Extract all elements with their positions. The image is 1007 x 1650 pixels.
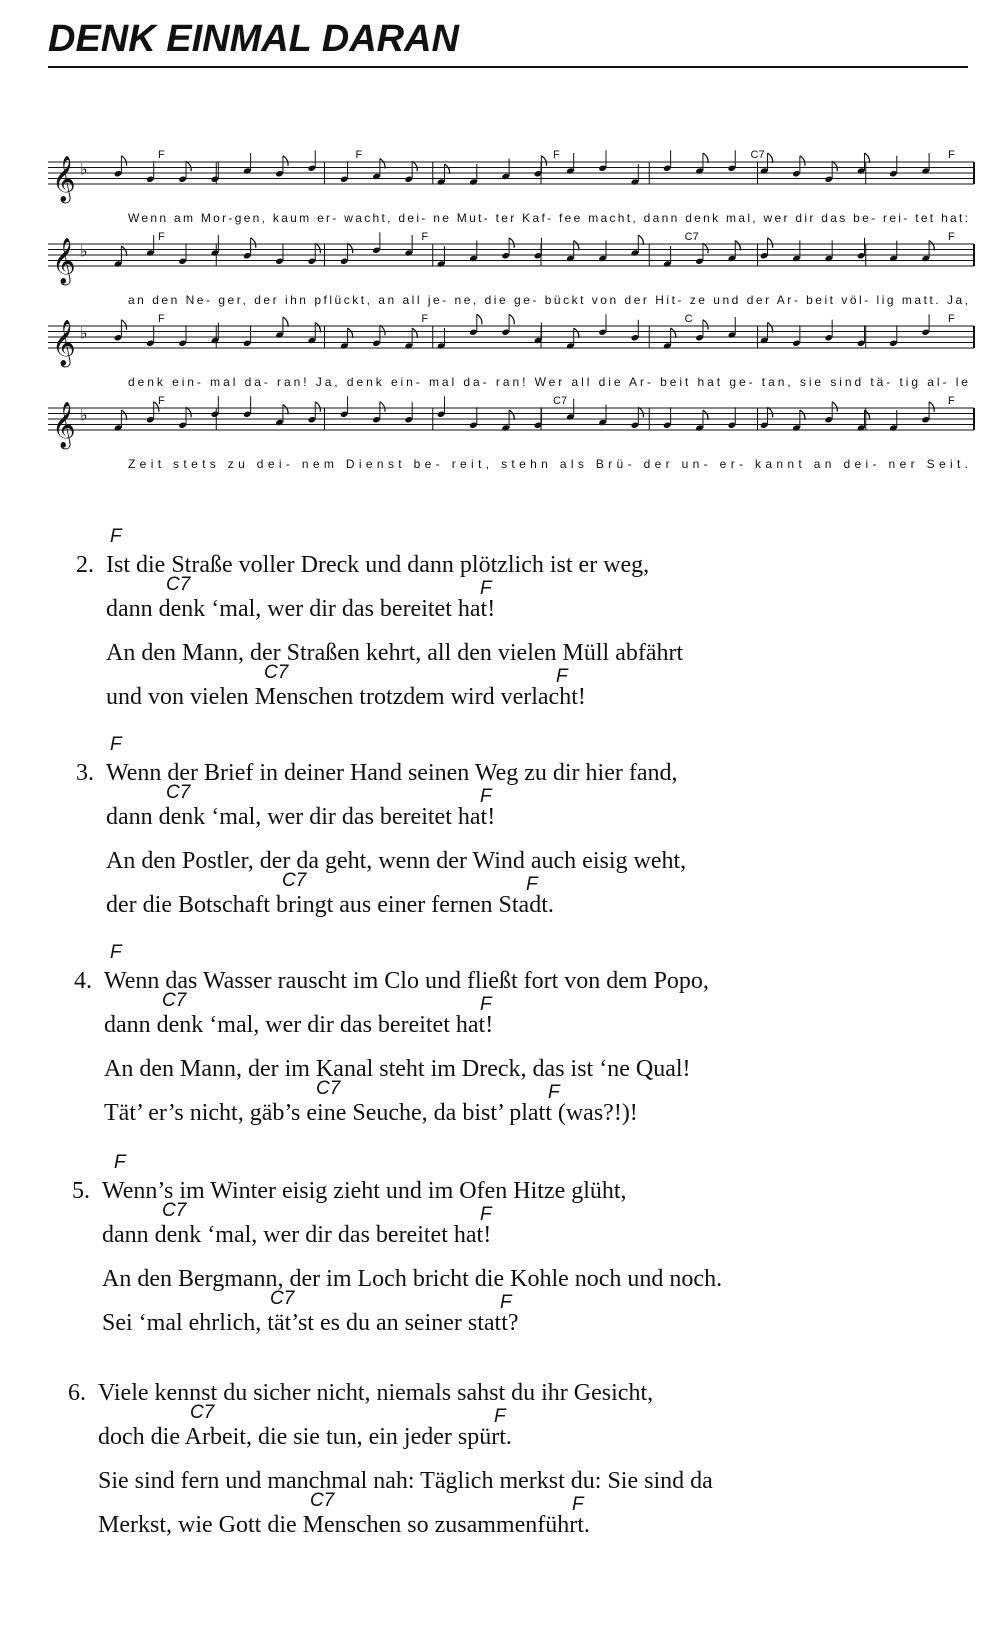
chord-marker: F: [110, 526, 122, 547]
note-flag: [412, 161, 417, 171]
chord-marker: F: [480, 786, 492, 807]
chord-marker: F: [480, 1204, 492, 1225]
note-flag: [348, 243, 353, 253]
chord-marker: F: [480, 578, 492, 599]
flat-icon: ♭: [80, 405, 88, 425]
verse-number: 4.: [74, 968, 92, 994]
chord-marker: C7: [316, 1078, 341, 1099]
treble-clef-icon: 𝄞: [52, 402, 76, 448]
verse-line: Ist die Straße voller Dreck und dann plötzlich ist er weg,: [106, 552, 650, 578]
chord-marker: F: [110, 734, 122, 755]
chord-label: F: [948, 231, 955, 243]
chord-marker: C7: [264, 662, 289, 683]
note-flag: [768, 238, 773, 248]
chord-marker: F: [494, 1406, 506, 1427]
chord-marker: C7: [162, 990, 187, 1011]
chord-marker: F: [114, 1152, 126, 1173]
chord-label: F: [158, 231, 165, 243]
chord-label: F: [948, 150, 955, 161]
verse-line: An den Mann, der Straßen kehrt, all den vielen Müll abfährt: [106, 640, 684, 666]
chord-label: F: [553, 150, 560, 161]
note-flag: [121, 156, 126, 166]
chord-marker: C7: [190, 1402, 215, 1423]
lyric-line: Wenn am Mor-gen, kaum er- wacht, dei- ne Mut- ter Kaf- fee macht, dann denk mal, wer dir das be- rei- tet hat:: [128, 211, 969, 225]
verse-number: 2.: [76, 552, 94, 578]
chord-marker: C7: [282, 870, 307, 891]
chord-marker: C7: [310, 1490, 335, 1511]
sheet-music: [48, 150, 978, 500]
chord-marker: C7: [166, 782, 191, 803]
song-title: DENK EINMAL DARAN: [48, 18, 459, 60]
treble-clef-icon: 𝄞: [52, 320, 76, 366]
chord-marker: F: [556, 666, 568, 687]
note-flag: [509, 314, 514, 324]
note-flag: [800, 156, 805, 166]
verse-line: dann denk ‘mal, wer dir das bereitet hat!: [106, 804, 496, 830]
verse-number: 5.: [72, 1178, 90, 1204]
note-flag: [638, 407, 643, 417]
chord-marker: F: [526, 874, 538, 895]
verse-number: 3.: [76, 760, 94, 786]
chord-marker: F: [500, 1292, 512, 1313]
verse-line: dann denk ‘mal, wer dir das bereitet hat!: [102, 1222, 492, 1248]
chord-label: F: [158, 313, 165, 325]
chord-label: F: [948, 313, 955, 325]
chord-label: C: [684, 313, 693, 325]
chord-marker: C7: [166, 574, 191, 595]
note-flag: [703, 320, 708, 330]
verse-line: Sei ‘mal ehrlich, tät’st es du an seiner statt?: [102, 1310, 519, 1336]
note-flag: [186, 161, 191, 171]
note-flag: [251, 238, 256, 248]
note-flag: [477, 314, 482, 324]
verse-line: und von vielen Menschen trotzdem wird verlacht!: [106, 684, 586, 710]
verse-line: Viele kennst du sicher nicht, niemals sahst du ihr Gesicht,: [98, 1380, 654, 1406]
verse-line: An den Bergmann, der im Loch bricht die Kohle noch und noch.: [102, 1266, 723, 1292]
verse-line: Sie sind fern und manchmal nah: Täglich merkst du: Sie sind da: [98, 1468, 713, 1494]
treble-clef-icon: 𝄞: [52, 238, 76, 284]
chord-label: C7: [684, 231, 699, 243]
note-flag: [832, 161, 837, 171]
chord-label: F: [421, 313, 429, 325]
verse-line: An den Postler, der da geht, wenn der Wind auch eisig weht,: [106, 848, 687, 874]
verse-number: 6.: [68, 1380, 86, 1406]
verse-line: dann denk ‘mal, wer dir das bereitet hat!: [106, 596, 496, 622]
note-flag: [832, 402, 837, 412]
verse-line: dann denk ‘mal, wer dir das bereitet hat!: [104, 1012, 494, 1038]
treble-clef-icon: 𝄞: [52, 156, 76, 202]
note-flag: [315, 402, 320, 412]
lyric-line: an den Ne- ger, der ihn pflückt, an all je- ne, die ge- bückt von der Hit- ze und der Ar- beit völ- lig matt. Ja,: [128, 293, 968, 307]
chord-label: F: [948, 395, 955, 407]
note-flag: [283, 156, 288, 166]
verse-line: der die Botschaft bringt aus einer fernen Stadt.: [106, 892, 554, 918]
verse-line: doch die Arbeit, die sie tun, ein jeder spürt.: [98, 1424, 512, 1450]
note-flag: [121, 320, 126, 330]
chord-label: C7: [750, 150, 765, 161]
note-flag: [380, 402, 385, 412]
chord-marker: C7: [162, 1200, 187, 1221]
verse-line: Wenn das Wasser rauscht im Clo und fließt fort von dem Popo,: [104, 968, 709, 994]
chord-label: F: [355, 150, 363, 161]
chord-marker: F: [548, 1082, 560, 1103]
verse-line: Wenn’s im Winter eisig zieht und im Ofen Hitze glüht,: [102, 1178, 627, 1204]
chord-label: F: [158, 150, 165, 161]
note-flag: [541, 156, 546, 166]
note-flag: [768, 407, 773, 417]
chord-label: F: [421, 231, 429, 243]
chord-label: F: [158, 395, 165, 407]
chord-marker: C7: [270, 1288, 295, 1309]
note-flag: [186, 407, 191, 417]
verse-line: An den Mann, der im Kanal steht im Dreck, das ist ‘ne Qual!: [104, 1056, 691, 1082]
verse-line: Tät’ er’s nicht, gäb’s eine Seuche, da bist’ platt (was?!)!: [104, 1100, 638, 1126]
verse-line: Merkst, wie Gott die Menschen so zusammenführt.: [98, 1512, 590, 1538]
flat-icon: ♭: [80, 241, 88, 261]
title-underline: [48, 66, 968, 68]
verse-line: Wenn der Brief in deiner Hand seinen Weg zu dir hier fand,: [106, 760, 678, 786]
lyric-line: Zeit stets zu dei- nem Dienst be- reit, stehn als Brü- der un- er- kannt an dei- ner Seit.: [128, 457, 968, 471]
chord-marker: F: [480, 994, 492, 1015]
chord-marker: F: [572, 1494, 584, 1515]
chord-marker: F: [110, 942, 122, 963]
note-flag: [509, 238, 514, 248]
chord-label: C7: [553, 395, 568, 407]
flat-icon: ♭: [80, 323, 88, 343]
note-flag: [703, 243, 708, 253]
note-flag: [929, 402, 934, 412]
lyric-line: denk ein- mal da- ran! Ja, denk ein- mal da- ran! Wer all die Ar- beit hat ge- tan, sie sind tä- tig al- le: [128, 375, 968, 389]
note-flag: [380, 325, 385, 335]
note-flag: [315, 243, 320, 253]
flat-icon: ♭: [80, 159, 88, 179]
